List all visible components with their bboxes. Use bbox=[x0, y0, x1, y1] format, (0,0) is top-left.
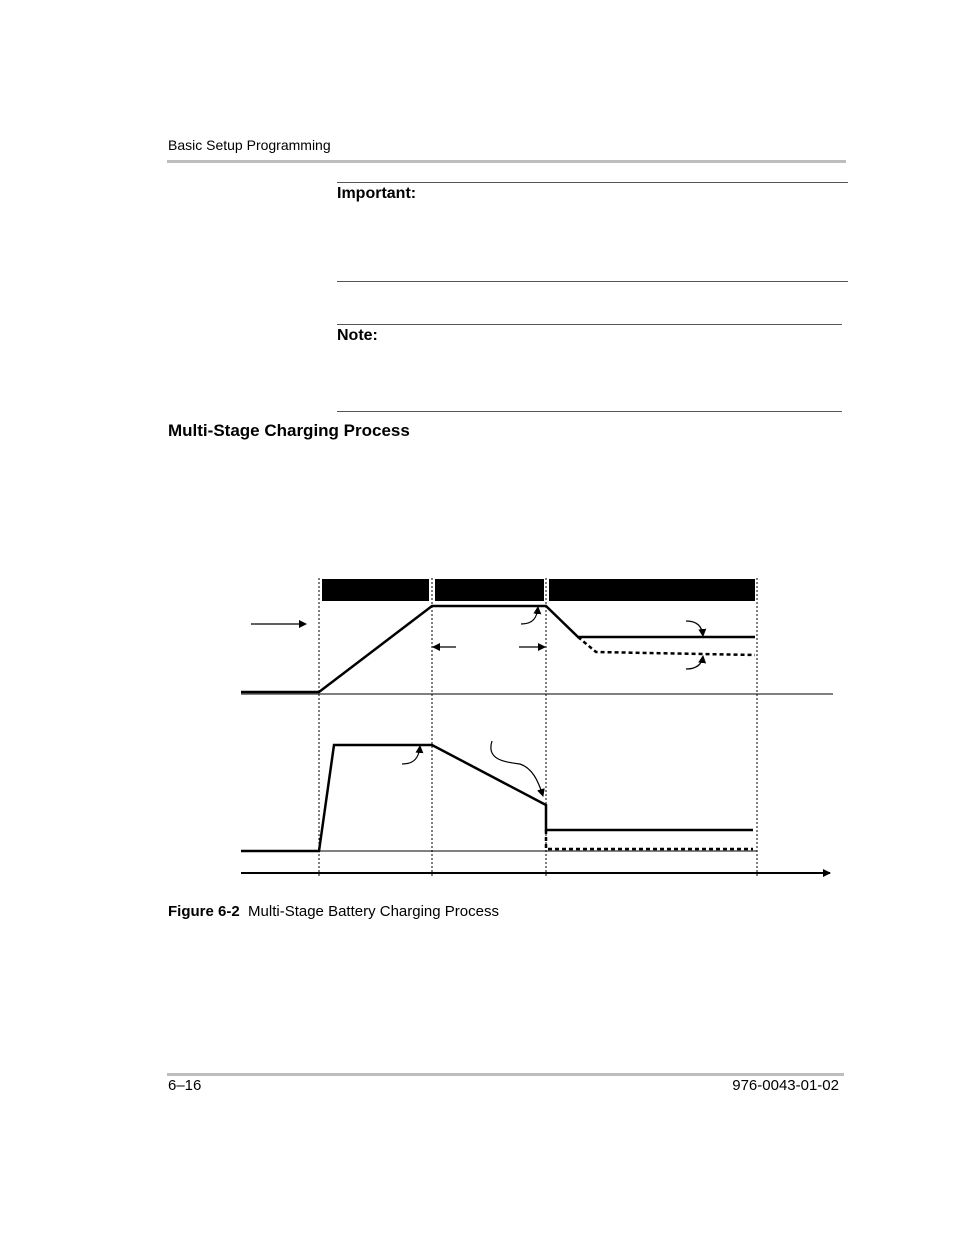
section-heading: Multi-Stage Charging Process bbox=[168, 421, 410, 440]
bulk-current-callout bbox=[402, 746, 420, 764]
absorption-current-callout bbox=[491, 741, 543, 796]
float-voltage-alt-callout bbox=[686, 656, 703, 669]
document-number: 976-0043-01-02 bbox=[732, 1077, 839, 1094]
float-voltage-callout bbox=[686, 621, 703, 636]
figure-caption bbox=[168, 903, 499, 920]
voltage-curve bbox=[241, 606, 755, 692]
page-number: 6–16 bbox=[168, 1077, 202, 1094]
stage-bar-absorption bbox=[435, 579, 544, 601]
stage-bar-bulk bbox=[322, 579, 429, 601]
figure-title: Multi-Stage Battery Charging Process bbox=[248, 903, 499, 920]
current-curve-dashed bbox=[546, 830, 753, 849]
absorption-voltage-callout bbox=[521, 607, 538, 624]
running-header: Basic Setup Programming bbox=[168, 137, 331, 153]
stage-bar-float bbox=[549, 579, 755, 601]
important-label: Important: bbox=[337, 185, 417, 202]
footer-rule bbox=[167, 1073, 844, 1076]
note-label: Note: bbox=[337, 327, 378, 344]
figure-number: Figure 6-2 bbox=[168, 903, 240, 920]
current-curve bbox=[241, 745, 753, 851]
voltage-curve-dashed bbox=[578, 637, 755, 655]
stage-dividers bbox=[319, 578, 757, 876]
